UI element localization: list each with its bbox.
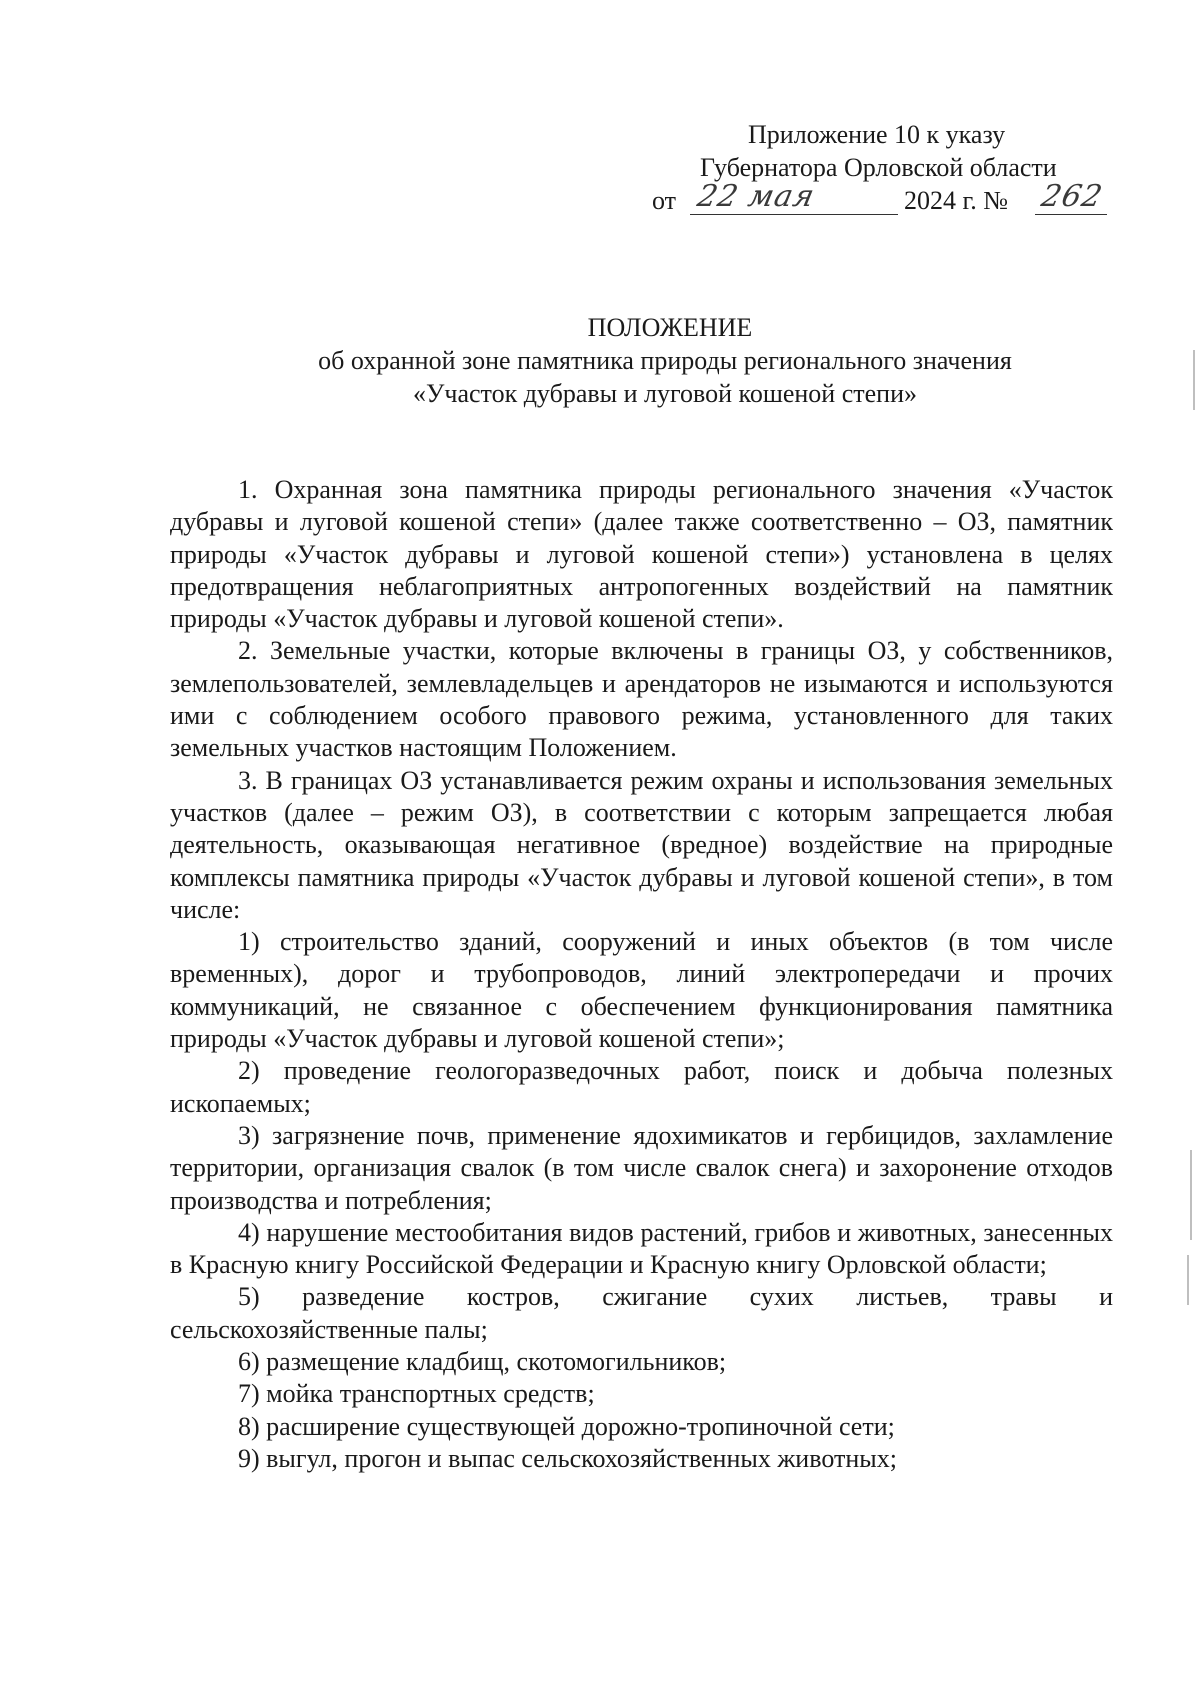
- appendix-line-1: Приложение 10 к указу: [748, 120, 1006, 149]
- date-year: 2024 г. №: [904, 186, 1009, 215]
- scan-mark: [1190, 1150, 1192, 1240]
- document-title: [170, 311, 1160, 410]
- appendix-line-2: Губернатора Орловской области: [700, 153, 1057, 182]
- date-prefix: от: [652, 186, 677, 215]
- title-heading: ПОЛОЖЕНИЕ: [587, 313, 753, 342]
- paragraph: 3. В границах ОЗ устанавливается режим охраны и использования земельных участков (далее – режим ОЗ), в соответствии с которым запрещается любая деятельность, оказывающая негативное (вредное) воздействие на природные комплексы памятника природы «Участок дубравы и луговой кошеной степи», в том числе:: [170, 765, 1113, 924]
- list-item: 8) расширение существующей дорожно-тропиночной сети;: [238, 1411, 895, 1441]
- list-item: 9) выгул, прогон и выпас сельскохозяйственных животных;: [238, 1443, 897, 1473]
- list-item: 7) мойка транспортных средств;: [238, 1379, 595, 1409]
- appendix-date-line: [640, 179, 1120, 220]
- list-item: 2) проведение геологоразведочных работ, поиск и добыча полезных ископаемых;: [170, 1056, 1113, 1118]
- list-item: 1) строительство зданий, сооружений и иных объектов (в том числе временных), дорог и трубопроводов, линий электропередачи и прочих коммуникаций, не связанное с обеспечением функционирования памятника природы «Участок дубравы и луговой кошеной степи»;: [170, 927, 1113, 1054]
- handwritten-number: 262: [1038, 179, 1106, 214]
- list-item: 6) размещение кладбищ, скотомогильников;: [238, 1347, 727, 1377]
- list-item: 5) разведение костров, сжигание сухих листьев, травы и сельскохозяйственные палы;: [170, 1282, 1113, 1344]
- list-item: 3) загрязнение почв, применение ядохимикатов и гербицидов, захламление территории, организация свалок (в том числе свалок снега) и захоронение отходов производства и потребления;: [170, 1120, 1113, 1215]
- scan-mark: [1193, 350, 1195, 410]
- scan-mark: [1187, 1255, 1189, 1305]
- document-body: [170, 474, 1113, 1475]
- handwritten-date: 22 мая: [694, 179, 819, 214]
- title-subtitle-2: «Участок дубравы и луговой кошеной степи»: [412, 379, 917, 408]
- date-underline: [690, 214, 898, 215]
- list-item: 4) нарушение местообитания видов растений, грибов и животных, занесенных в Красную книгу Российской Федерации и Красную книгу Орловской области;: [170, 1217, 1113, 1280]
- paragraph: 2. Земельные участки, которые включены в границы ОЗ, у собственников, землепользователей, землевладельцев и арендаторов не изымаются и используются ими с соблюдением особого правового режима, установленного для таких земельных участков настоящим Положением.: [170, 636, 1113, 763]
- number-underline: [1035, 214, 1107, 215]
- appendix-header: [640, 118, 1120, 220]
- title-subtitle-1: об охранной зоне памятника природы регионального значения: [318, 346, 1012, 375]
- paragraph: 1. Охранная зона памятника природы регионального значения «Участок дубравы и луговой кошеной степи» (далее также соответственно – ОЗ, памятник природы «Участок дубравы и луговой кошеной степи») установлена в целях предотвращения неблагоприятных антропогенных воздействий на памятник природы «Участок дубравы и луговой кошеной степи».: [170, 475, 1113, 634]
